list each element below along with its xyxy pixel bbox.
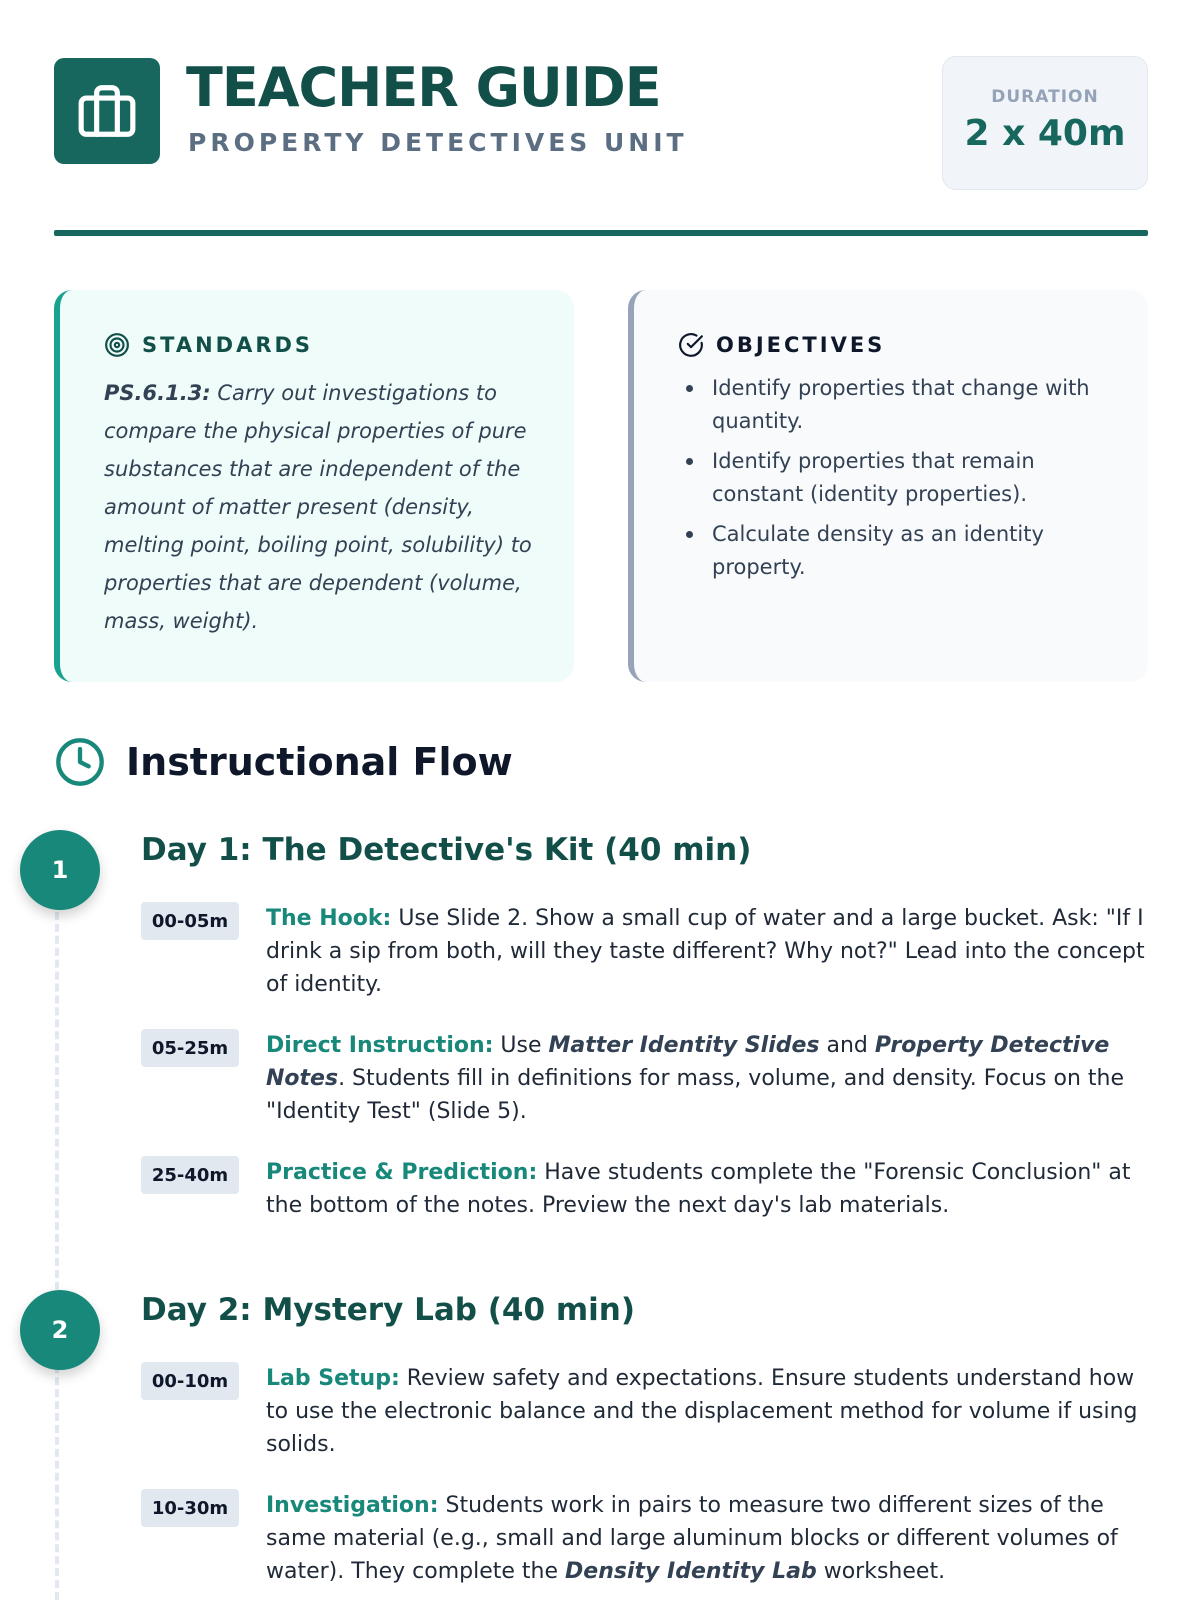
step-description: Review safety and expectations. Ensure students understand how to use the electronic balance and the displacement method for volume if using solids.	[266, 1366, 1138, 1457]
duration-card	[942, 56, 1148, 190]
page-subtitle: PROPERTY DETECTIVES UNIT	[188, 128, 688, 157]
step-label: Investigation:	[266, 1493, 439, 1518]
step-label: Practice & Prediction:	[266, 1160, 538, 1185]
step-description-part: Use	[493, 1033, 549, 1058]
step-description: Have students complete the "Forensic Conclusion" at the bottom of the notes. Preview the next day's lab materials.	[266, 1160, 1131, 1218]
step-text	[266, 1029, 1146, 1128]
standards-heading-label: STANDARDS	[142, 333, 314, 357]
day-1-marker: 1	[20, 830, 100, 910]
timeline-line	[55, 900, 59, 1600]
time-badge: 10-30m	[141, 1489, 239, 1527]
objective-item: Calculate density as an identity property.	[678, 518, 1108, 584]
step-label: Direct Instruction:	[266, 1033, 494, 1058]
page-title: TEACHER GUIDE	[186, 56, 661, 119]
objectives-heading	[678, 330, 1108, 360]
step-description-part: Students work in pairs to measure two different sizes of the same material (e.g., small and large aluminum blocks or different volumes of water). They complete the	[266, 1493, 1118, 1584]
time-badge: 00-10m	[141, 1362, 239, 1400]
header-divider	[54, 230, 1148, 236]
briefcase-icon	[76, 80, 138, 142]
step-description-part: worksheet.	[816, 1559, 946, 1584]
step-text	[266, 1362, 1146, 1461]
objectives-heading-label: OBJECTIVES	[716, 333, 886, 357]
objectives-list	[678, 372, 1108, 584]
resource-reference: Density Identity Lab	[565, 1559, 817, 1584]
objectives-card	[628, 290, 1148, 682]
objective-item: Identify properties that remain constant (identity properties).	[678, 445, 1108, 511]
day-2-title: Day 2: Mystery Lab (40 min)	[141, 1292, 636, 1328]
instructional-flow-heading	[54, 736, 513, 788]
logo	[54, 58, 160, 164]
step-text	[266, 1489, 1146, 1588]
resource-reference: Matter Identity Slides	[548, 1033, 820, 1058]
standards-text	[104, 374, 534, 640]
standard-description: Carry out investigations to compare the physical properties of pure substances that are independent of the amount of matter present (density, melting point, boiling point, solubility) to properties that are dependent (volume, mass, weight).	[104, 381, 532, 633]
step-description: Use Slide 2. Show a small cup of water and a large bucket. Ask: "If I drink a sip from both, will they taste different? Why not?" Lead into the concept of identity.	[266, 906, 1145, 997]
clock-icon	[54, 736, 106, 788]
duration-label: DURATION	[991, 87, 1099, 107]
step-text	[266, 1156, 1146, 1222]
objective-item: Identify properties that change with quantity.	[678, 372, 1108, 438]
step-text	[266, 902, 1146, 1001]
instructional-flow-title: Instructional Flow	[126, 740, 513, 784]
step-description-part: and	[819, 1033, 875, 1058]
standards-heading	[104, 330, 534, 360]
day-2-marker: 2	[20, 1290, 100, 1370]
check-circle-icon	[678, 332, 704, 358]
time-badge: 05-25m	[141, 1029, 239, 1067]
day-1-title: Day 1: The Detective's Kit (40 min)	[141, 832, 752, 868]
duration-value: 2 x 40m	[964, 113, 1126, 154]
step-label: The Hook:	[266, 906, 392, 931]
standard-code: PS.6.1.3:	[104, 381, 211, 405]
page-header	[54, 56, 1148, 190]
time-badge: 25-40m	[141, 1156, 239, 1194]
time-badge: 00-05m	[141, 902, 239, 940]
resource-reference: Property Detective Notes	[266, 1033, 1110, 1091]
target-icon	[104, 332, 130, 358]
step-label: Lab Setup:	[266, 1366, 400, 1391]
step-description-part: . Students fill in definitions for mass, volume, and density. Focus on the "Identity Test" (Slide 5).	[266, 1066, 1125, 1124]
standards-card	[54, 290, 574, 682]
